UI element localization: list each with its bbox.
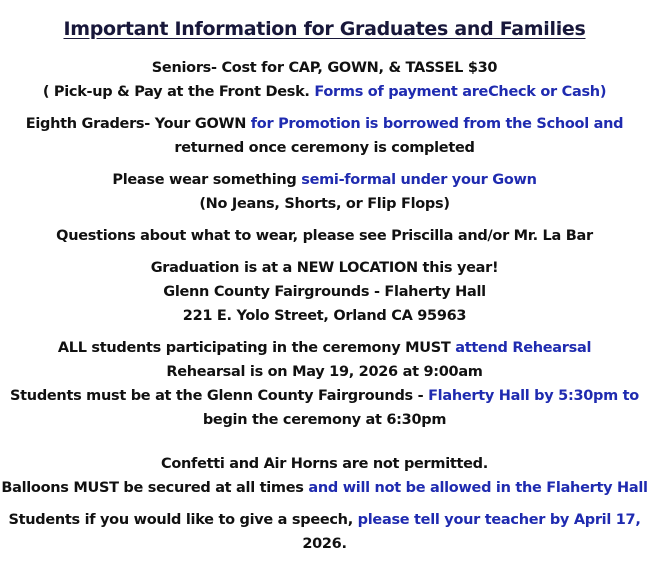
info-block <box>0 224 649 248</box>
info-text: Seniors- Cost for CAP, GOWN, & TASSEL $30 <box>151 60 498 76</box>
info-line <box>0 336 649 360</box>
info-text-highlight: attend Rehearsal <box>455 340 592 356</box>
info-line <box>0 224 649 248</box>
info-text: 221 E. Yolo Street, Orland CA 95963 <box>182 308 467 324</box>
info-block <box>0 508 649 556</box>
info-text: Questions about what to wear, please see Priscilla and/or Mr. La Bar <box>56 228 593 244</box>
info-block <box>0 168 649 216</box>
info-text: Glenn County Fairgrounds - Flaherty Hall <box>163 284 486 300</box>
info-line <box>0 304 649 328</box>
info-line <box>0 192 649 216</box>
info-text-highlight: and will not be allowed in the Flaherty Hall <box>308 480 648 496</box>
info-line <box>0 452 649 476</box>
info-line <box>0 136 649 160</box>
info-line <box>0 256 649 280</box>
info-text: 2026. <box>302 536 347 552</box>
info-text-highlight: Flaherty Hall by 5:30pm to <box>428 388 639 404</box>
page-title: Important Information for Graduates and Families <box>63 18 586 40</box>
info-line <box>0 112 649 136</box>
info-text: ( Pick-up & Pay at the Front Desk. <box>42 84 315 100</box>
info-block <box>0 452 649 500</box>
info-text: (No Jeans, Shorts, or Flip Flops) <box>199 196 450 212</box>
info-text-highlight: semi-formal under your Gown <box>301 172 537 188</box>
info-line <box>0 280 649 304</box>
info-text-highlight: please tell your teacher by April 17, <box>357 512 641 528</box>
info-text: Students if you would like to give a speech, <box>8 512 358 528</box>
spacer <box>0 440 649 452</box>
info-text: Balloons MUST be secured at all times <box>1 480 309 496</box>
info-text: Please wear something <box>112 172 302 188</box>
info-line <box>0 408 649 432</box>
info-text: Rehearsal is on May 19, 2026 at 9:00am <box>166 364 483 380</box>
info-block <box>0 112 649 160</box>
info-line <box>0 384 649 408</box>
info-line <box>0 532 649 556</box>
info-line <box>0 56 649 80</box>
info-block <box>0 256 649 328</box>
info-line <box>0 168 649 192</box>
info-block <box>0 56 649 104</box>
info-text: returned once ceremony is completed <box>174 140 475 156</box>
info-text: ALL students participating in the ceremony MUST <box>57 340 456 356</box>
info-text-highlight: Forms of payment areCheck or Cash) <box>314 84 607 100</box>
info-line <box>0 80 649 104</box>
info-text: begin the ceremony at 6:30pm <box>202 412 447 428</box>
info-blocks <box>0 56 649 556</box>
info-text: Confetti and Air Horns are not permitted. <box>161 456 488 472</box>
info-block <box>0 336 649 432</box>
info-line <box>0 476 649 500</box>
info-line <box>0 360 649 384</box>
info-text: Eighth Graders- Your GOWN <box>25 116 251 132</box>
info-line <box>0 508 649 532</box>
info-text: Graduation is at a NEW LOCATION this year! <box>150 260 499 276</box>
info-text: Students must be at the Glenn County Fairgrounds - <box>10 388 429 404</box>
info-text-highlight: for Promotion is borrowed from the School and <box>250 116 624 132</box>
